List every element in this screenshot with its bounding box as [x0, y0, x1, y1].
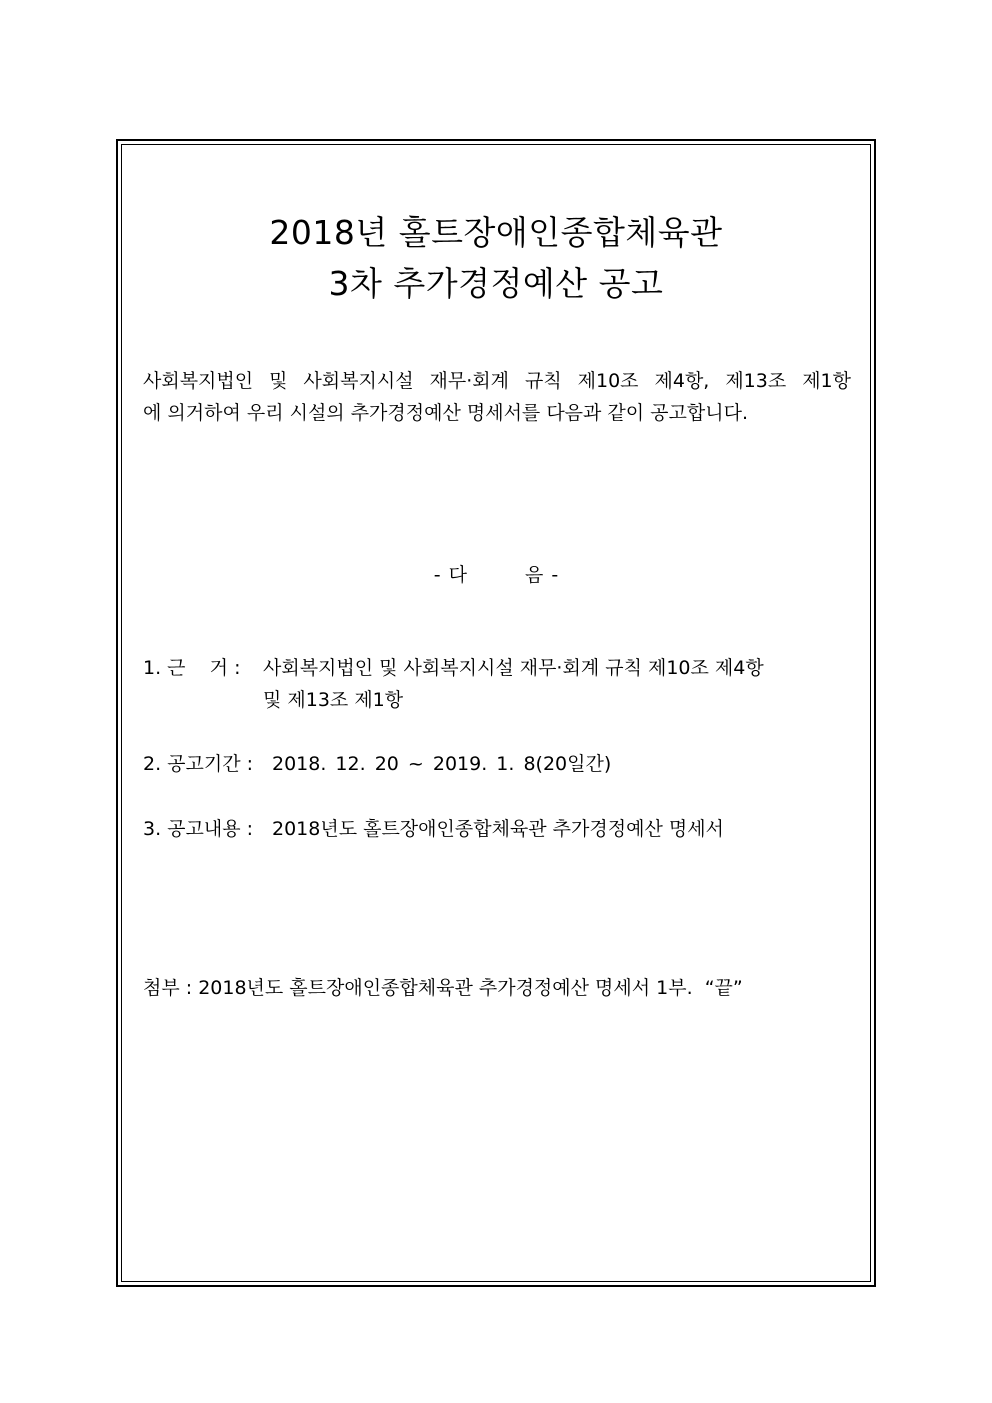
item-1-label: 1. 근 거 :	[143, 657, 241, 679]
document-frame-inner	[121, 144, 871, 1282]
document-title-line2: 3차 추가경정예산 공고	[328, 264, 664, 303]
item-3-label: 3. 공고내용 :	[143, 818, 254, 840]
item-1-value-line2: 및 제13조 제1항	[263, 689, 404, 711]
intro-line2: 에 의거하여 우리 시설의 추가경정예산 명세서를 다음과 같이 공고합니다.	[143, 402, 748, 424]
document-title-line1: 2018년 홀트장애인종합체육관	[269, 213, 723, 252]
attachment-note: 첨부 : 2018년도 홀트장애인종합체육관 추가경정예산 명세서 1부. “끝”	[143, 977, 743, 999]
item-3-value: 2018년도 홀트장애인종합체육관 추가경정예산 명세서	[272, 818, 724, 840]
item-1-value-line1: 사회복지법인 및 사회복지시설 재무·회계 규칙 제10조 제4항	[263, 657, 764, 679]
item-2-label: 2. 공고기간 :	[143, 753, 254, 775]
intro-line1: 사회복지법인 및 사회복지시설 재무·회계 규칙 제10조 제4항, 제13조 제1항	[143, 370, 851, 392]
section-heading-left: - 다	[433, 564, 467, 586]
item-2-value: 2018. 12. 20 ~ 2019. 1. 8(20일간)	[272, 753, 612, 775]
document-frame	[116, 139, 876, 1287]
section-heading	[0, 563, 992, 587]
section-heading-right: 음 -	[525, 564, 559, 586]
